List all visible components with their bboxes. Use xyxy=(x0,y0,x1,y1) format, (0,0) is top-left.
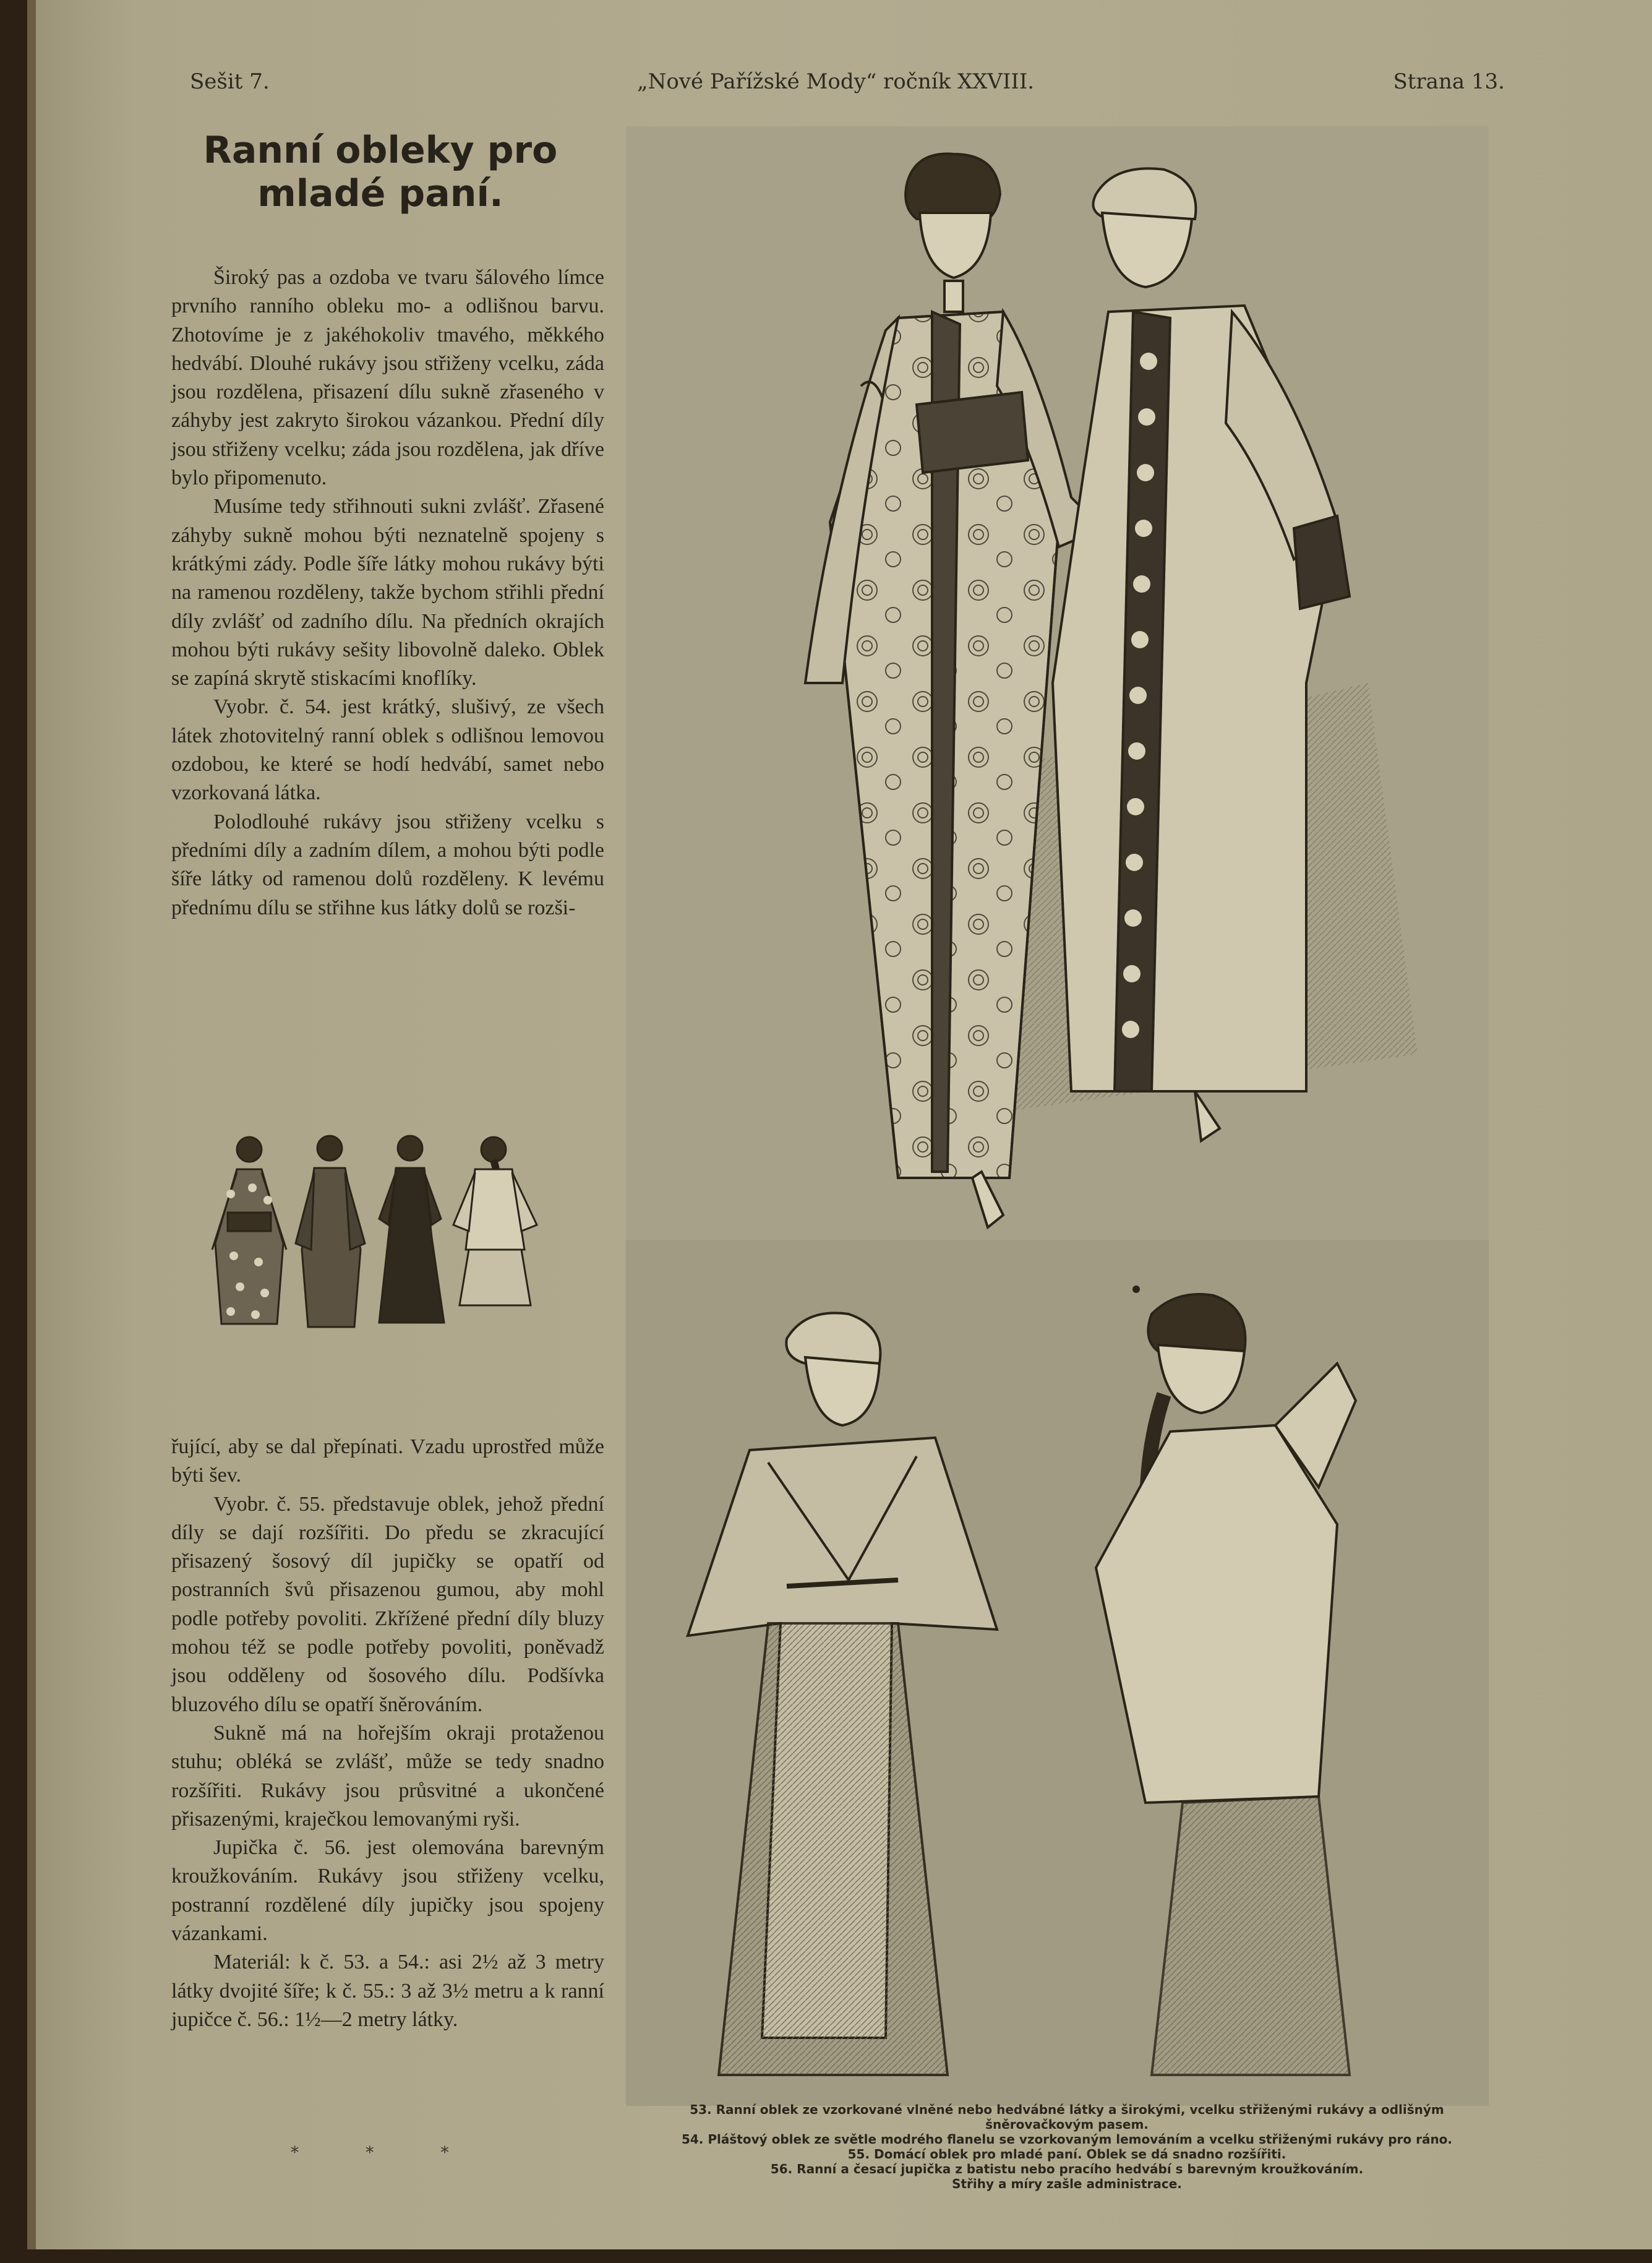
paragraph: Polodlouhé rukávy jsou střiženy vcelku s předními díly a zadním dílem, a mohou býti podle šíře látky od ramenou dolů rozděleny. K levému přednímu dílu se střihne kus látky dolů se rozši- xyxy=(171,810,604,919)
book-binding-shadow xyxy=(27,0,36,2263)
caption-line: 56. Ranní a česací jupička z batistu nebo pracího hedvábí s barevným kroužkováním. xyxy=(770,2162,1364,2176)
caption-line: 55. Domácí oblek pro mladé paní. Oblek se dá snadno rozšířiti. xyxy=(847,2147,1286,2162)
article-text-top xyxy=(171,264,604,922)
thumb-figure-55 xyxy=(379,1136,444,1323)
header-magazine-title: „Nové Pařížské Mody“ ročník XXVIII. xyxy=(637,69,1035,94)
header-page-number: Strana 13. xyxy=(1393,69,1505,94)
caption-line: 53. Ranní oblek ze vzorkované vlněné nebo hedvábné látky a širokými, vcelku střiženými rukávy a odlišným xyxy=(690,2102,1444,2117)
paragraph: Materiál: k č. 53. a 54.: asi 2½ až 3 metry látky dvojité šíře; k č. 55.: 3 až 3½ metru a k ranní jupičce č. 56.: 1½—2 metry látky. xyxy=(171,1951,604,2031)
article-text-bottom xyxy=(171,1433,604,2034)
book-binding-edge xyxy=(0,0,27,2263)
header-issue: Sešit 7. xyxy=(190,69,270,94)
caption-line: Střihy a míry zašle administrace. xyxy=(952,2176,1182,2191)
paragraph: Vyobr. č. 55. představuje oblek, jehož přední díly se dají rozšířiti. Do předu se zkracující přisazený šosový díl jupičky se opatří od postranních švů přisazenou gumou, aby mohl podle potřeby povoliti. Zkřížené přední díly bluzy mohou též se podle potřeby povoliti, poněvadž jsou odděleny od šosového dílu. Podšívka bluzového dílu se opatří šněrováním. xyxy=(171,1492,604,1716)
thumb-figure-56 xyxy=(453,1137,537,1305)
thumb-figure-53 xyxy=(212,1137,286,1324)
decorative-stars: * * * xyxy=(291,2144,480,2162)
figure-56-morning-jacket xyxy=(1096,1294,1356,2075)
caption-line: 54. Pláštový oblek ze světle modrého flanelu se vzorkovaným lemováním a vcelku střiženými rukávy pro ráno. xyxy=(681,2132,1453,2147)
illustration-caption xyxy=(625,2102,1509,2191)
paragraph: Sukně má na hořejším okraji protaženou stuhu; obléká se zvlášť, může se tedy snadno rozšířiti. Rukávy jsou průsvitné a ukončené přisazenými, kraječkou lemovanými ryši. xyxy=(171,1721,604,1831)
paragraph: Vyobr. č. 54. jest krátký, slušivý, ze všech látek zhotovitelný ranní oblek s odlišnou lemovou ozdobou, ke které se hodí hedvábí, samet nebo vzorkovaná látka. xyxy=(171,695,604,805)
figure-55-house-dress xyxy=(688,1313,997,2075)
paragraph: Jupička č. 56. jest olemována barevným kroužkováním. Rukávy jsou střiženy vcelku, postranní rozdělené díly jupičky jsou spojeny vázankami. xyxy=(171,1836,604,1946)
article-title-line2: mladé paní. xyxy=(257,172,503,215)
paragraph: řující, aby se dal přepínati. Vzadu uprostřed může býti šev. xyxy=(171,1435,604,1487)
thumb-figure-54 xyxy=(296,1136,365,1327)
caption-line: šněrovačkovým pasem. xyxy=(985,2117,1149,2132)
article-title-line1: Ranní obleky pro xyxy=(203,129,558,172)
article-title xyxy=(179,129,581,215)
paragraph: Široký pas a ozdoba ve tvaru šálového límce prvního ranního obleku mo- a odlišnou barvu. Zhotovíme je z jakéhokoliv tmavého, měkkého hedvábí. Dlouhé rukávy jsou střiženy vcelku, záda jsou rozdělena, přisazení dílu sukně zřaseného v záhyby jest zakryto širokou vázankou. Přední díly jsou střiženy vcelku; záda jsou rozdělena, jak dříve bylo připomenuto. xyxy=(171,266,604,490)
paragraph: Musíme tedy střihnouti sukni zvlášť. Zřasené záhyby sukně mohou býti neznatelně spojeny s krátkými zády. Podle šíře látky mohou rukávy býti na ramenou rozděleny, takže bychom střihli přední díly zvlášť od zadního dílu. Na předních okrajích mohou býti rukávy sešity libovolně daleko. Oblek se zapíná skrytě stiskacími knoflíky. xyxy=(171,495,604,690)
fashion-plate-illustration xyxy=(626,126,1489,2106)
back-view-thumbnails xyxy=(203,1126,555,1342)
page-bottom-edge xyxy=(0,2249,1652,2263)
